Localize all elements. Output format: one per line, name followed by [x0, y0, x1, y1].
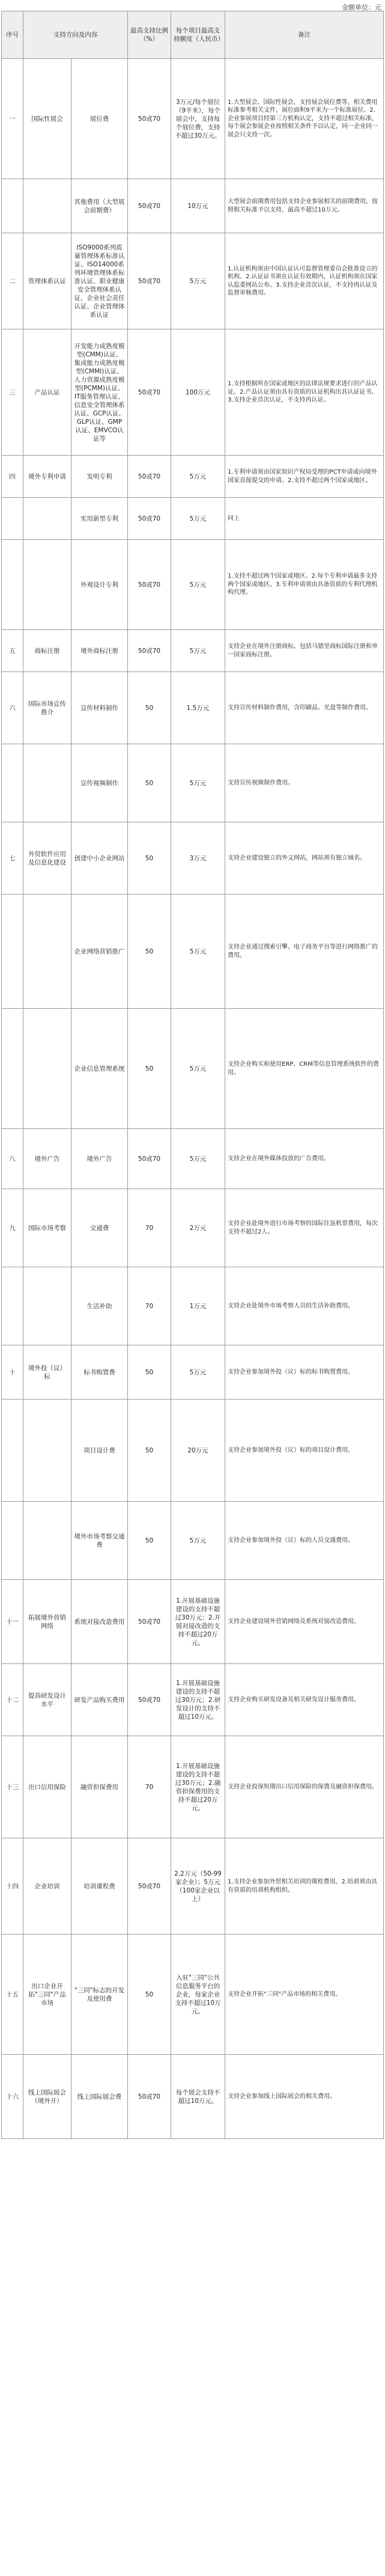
table-row — [2, 1838, 384, 1935]
row-max: 5万元 — [171, 498, 225, 540]
row-ratio: 50或70 — [128, 1129, 171, 1189]
row-max: 5万元 — [171, 1345, 225, 1400]
table-row — [2, 179, 384, 233]
table-row — [2, 233, 384, 329]
table-row — [2, 630, 384, 672]
row-direction: 拓展境外营销网络 — [23, 1580, 71, 1664]
table-body — [2, 59, 384, 2139]
row-max: 入驻"三同"公共信息服务平台的企业，每家企业支持不超过10万元。 — [171, 1935, 225, 2055]
table-row — [2, 59, 384, 179]
table-row — [2, 1267, 384, 1345]
row-no — [2, 895, 23, 1009]
row-max: 5万元 — [171, 630, 225, 672]
row-item: 企业信息管理系统 — [71, 1009, 128, 1129]
row-note: 1.支持企业参加外贸相关培训的课程费用。2.培训须由具有资质的培训机构组织。 — [225, 1838, 384, 1935]
row-ratio: 50或70 — [128, 233, 171, 329]
row-direction: 境外广告 — [23, 1129, 71, 1189]
row-note: 1.支持不超过两个国家或地区。2.每个专利申请最多支持两个国家或地区。3.专利申请须由具备资质的专利代理机构代理。 — [225, 540, 384, 630]
row-direction: 境外专利申请 — [23, 456, 71, 498]
row-item: 生活补助 — [71, 1267, 128, 1345]
row-direction — [23, 1502, 71, 1580]
row-no: 十三 — [2, 1736, 23, 1838]
table-row — [2, 672, 384, 744]
row-direction — [23, 540, 71, 630]
row-direction: 国际性展会 — [23, 59, 71, 179]
row-no: 七 — [2, 822, 23, 895]
row-item: 其他费用（大型展会前期费） — [71, 179, 128, 233]
row-item: 宣传视频制作 — [71, 744, 128, 822]
row-ratio: 50或70 — [128, 1664, 171, 1736]
row-direction — [23, 498, 71, 540]
row-ratio: 50或70 — [128, 59, 171, 179]
row-direction: 出口企业开拓"三同"产品市场 — [23, 1935, 71, 2055]
row-no — [2, 744, 23, 822]
row-ratio: 50 — [128, 1502, 171, 1580]
table-row — [2, 1400, 384, 1502]
row-item: 创建中小企业网站 — [71, 822, 128, 895]
row-no: 五 — [2, 630, 23, 672]
row-max: 5万元 — [171, 1129, 225, 1189]
row-no: 十六 — [2, 2055, 23, 2139]
row-note: 1.认证机构须由中国认证认可监督管理委员会批准设立的机构。2.认证证书须在认证有效期内，认证机构须在国家认监委网站公布。3.支持企业首次认证，不支持再认证及监督审核费用。 — [225, 233, 384, 329]
row-note: 支持企业建设独立的外文网站，网站须有独立域名。 — [225, 822, 384, 895]
table-row — [2, 895, 384, 1009]
row-max: 5万元 — [171, 233, 225, 329]
row-note: 支持企业参加境外投（议）标的标书购置费用。 — [225, 1345, 384, 1400]
row-note: 支持宣传材料制作费用，含印刷品、光盘等制作费用。 — [225, 672, 384, 744]
row-note: 支持企业参加线上国际展会的相关费用。 — [225, 2055, 384, 2139]
header-ratio: 最高支持比例（%） — [128, 11, 171, 59]
row-direction: 企业培训 — [23, 1838, 71, 1935]
table-row — [2, 744, 384, 822]
row-max: 1.开展基础设施建设的支持不超过30万元；2.研发设计的支持不超过10万元。 — [171, 1664, 225, 1736]
header-max: 每个项目最高支持额度（人民币） — [171, 11, 225, 59]
row-note: 支持企业参加境外投（议）标的项目设计费用。 — [225, 1400, 384, 1502]
row-max: 3万元/每个展位（9平米），每个展会中，支持每个展位费，支持不超过30万元。 — [171, 59, 225, 179]
row-note: 1.支持根据所在国家或地区的法律法规要求进行的产品认证。2.产品认证须由具有资质的认证机构出具认证证书。3.支持企业首次认证，不支持再认证。 — [225, 329, 384, 456]
row-no: 六 — [2, 672, 23, 744]
table-row — [2, 1664, 384, 1736]
row-note: 1.专利申请须由国家知识产权局受理的PCT申请或向境外国家直接提交的申请。2.支持不超过两个国家或地区。 — [225, 456, 384, 498]
row-ratio: 50 — [128, 895, 171, 1009]
row-no: 三 — [2, 329, 23, 456]
row-direction: 外贸软件应用及信息化建设 — [23, 822, 71, 895]
row-note: 支持企业投保短期出口信用保险的保费及融资担保费用。 — [225, 1736, 384, 1838]
row-max: 1.5万元 — [171, 672, 225, 744]
row-direction: 管理体系认证 — [23, 233, 71, 329]
row-item: 企业网络营销推广 — [71, 895, 128, 1009]
row-ratio: 50或70 — [128, 329, 171, 456]
row-no: 九 — [2, 1189, 23, 1267]
row-item: 境外市场考察交通费 — [71, 1502, 128, 1580]
row-max: 2万元 — [171, 1189, 225, 1267]
row-item: 线上国际展会费 — [71, 2055, 128, 2139]
row-ratio: 70 — [128, 1189, 171, 1267]
table-row — [2, 1580, 384, 1664]
row-max: 5万元 — [171, 540, 225, 630]
header-direction: 支持方向及内容 — [23, 11, 128, 59]
row-direction: 国际市场宣传推介 — [23, 672, 71, 744]
row-note: 支持企业购买研发设备及相关研发设计服务费用。 — [225, 1664, 384, 1736]
row-max: 20万元 — [171, 1400, 225, 1502]
row-max: 100万元 — [171, 329, 225, 456]
row-item: 标书购置费 — [71, 1345, 128, 1400]
table-row — [2, 1736, 384, 1838]
row-note: 支持企业赴境外进行市场考察的国际往返机票费用，每次支持不超过2人。 — [225, 1189, 384, 1267]
row-item: ISO9000系列质量管理体系标准认证、ISO14000系列环境管理体系标准认证、职业健康安全管理体系认证、企业社会责任认证、企业管理体系认证 — [71, 233, 128, 329]
row-item: 开发能力成熟度模型(CMM)认证、集成能力成熟度模型(CMMI)认证、人力资源成熟度模型(PCMM)认证、IT服务管理认证、信息安全管理体系认证、GCP认证、GLP认证、GMP认证、EMVCO认证等 — [71, 329, 128, 456]
row-direction: 出口信用保险 — [23, 1736, 71, 1838]
row-direction — [23, 1267, 71, 1345]
row-ratio: 50 — [128, 822, 171, 895]
table-row — [2, 822, 384, 895]
row-max: 5万元 — [171, 1502, 225, 1580]
funding-table — [1, 11, 384, 2139]
row-direction: 提高研发设计水平 — [23, 1664, 71, 1736]
row-max: 2.2万元（50-99家企业）；5万元（100家企业以上） — [171, 1838, 225, 1935]
table-row — [2, 329, 384, 456]
row-ratio: 50或70 — [128, 540, 171, 630]
row-no — [2, 179, 23, 233]
row-no: 二 — [2, 233, 23, 329]
row-item: 交通费 — [71, 1189, 128, 1267]
row-ratio: 50或70 — [128, 498, 171, 540]
unit-label: 金额单位：元 — [342, 4, 381, 11]
row-item: 实用新型专利 — [71, 498, 128, 540]
row-direction: 线上国际展会（境外开） — [23, 2055, 71, 2139]
row-note: 支持宣传视频制作费用。 — [225, 744, 384, 822]
table-row — [2, 1009, 384, 1129]
row-no: 八 — [2, 1129, 23, 1189]
row-note: 支持企业在境外注册商标，包括马德里商标国际注册和单一国家商标注册。 — [225, 630, 384, 672]
row-max: 5万元 — [171, 456, 225, 498]
row-item: 境外商标注册 — [71, 630, 128, 672]
row-note: 支持企业参加境外投（议）标的人员交通费用。 — [225, 1502, 384, 1580]
row-item: 培训课程费 — [71, 1838, 128, 1935]
row-note: 1.大型展会、国际性展会，支持展会展位费等，相关费用标准参考相关文件，展位面积9平米为一个标准展位。2.企业参展项目经第三方机构认定，支持不超过相关标准，每个展会参展企业按照相关条件予以认定，同一企业同一展会只支持一次。 — [225, 59, 384, 179]
row-note: 支持企业赴境外市场考察人员的生活补助费用。 — [225, 1267, 384, 1345]
row-note: 支持企业建设境外营销网络及系统对接改造费用。 — [225, 1580, 384, 1664]
table-row — [2, 540, 384, 630]
row-max: 1.开展基础设施建设的支持不超过30万元；2.融资担保费用的支持不超过20万元。 — [171, 1736, 225, 1838]
row-no: 十二 — [2, 1664, 23, 1736]
row-ratio: 50 — [128, 1345, 171, 1400]
table-row — [2, 498, 384, 540]
row-note: 支持企业开拓"三同"产品市场的相关费用。 — [225, 1935, 384, 2055]
row-no — [2, 1400, 23, 1502]
row-ratio: 50或70 — [128, 179, 171, 233]
row-no: 四 — [2, 456, 23, 498]
row-item: 境外广告 — [71, 1129, 128, 1189]
row-ratio: 70 — [128, 1736, 171, 1838]
row-direction — [23, 895, 71, 1009]
row-max: 1.开展基础设施建设的支持不超过30万元；2.开展对接改造的支持不超过20万元。 — [171, 1580, 225, 1664]
row-ratio: 50 — [128, 1400, 171, 1502]
row-ratio: 70 — [128, 1267, 171, 1345]
row-item: 宣传材料制作 — [71, 672, 128, 744]
row-item: 系统对接改造费用 — [71, 1580, 128, 1664]
header-no: 序号 — [2, 11, 23, 59]
row-no — [2, 1502, 23, 1580]
row-item: 外观设计专利 — [71, 540, 128, 630]
row-note: 同上 — [225, 498, 384, 540]
row-note: 支持企业在境外媒体投放的广告费用。 — [225, 1129, 384, 1189]
row-ratio: 50或70 — [128, 1580, 171, 1664]
table-row — [2, 456, 384, 498]
row-ratio: 50 — [128, 672, 171, 744]
table-row — [2, 1129, 384, 1189]
row-ratio: 50或70 — [128, 630, 171, 672]
row-direction — [23, 179, 71, 233]
table-row — [2, 1189, 384, 1267]
table-row — [2, 2055, 384, 2139]
row-no — [2, 1009, 23, 1129]
row-no: 十五 — [2, 1935, 23, 2055]
row-ratio: 50 — [128, 1009, 171, 1129]
table-row — [2, 1502, 384, 1580]
row-no — [2, 1267, 23, 1345]
table-header-row — [2, 11, 384, 59]
row-item: 项目设计费 — [71, 1400, 128, 1502]
row-max: 每个展会支持不超过10万元。 — [171, 2055, 225, 2139]
row-item: 展位费 — [71, 59, 128, 179]
row-no: 十 — [2, 1345, 23, 1400]
row-max: 3万元 — [171, 822, 225, 895]
table-row — [2, 1345, 384, 1400]
row-item: 研发产品购买费用 — [71, 1664, 128, 1736]
row-direction: 产品认证 — [23, 329, 71, 456]
row-max: 5万元 — [171, 1009, 225, 1129]
row-direction: 国际市场考察 — [23, 1189, 71, 1267]
row-ratio: 50或70 — [128, 1838, 171, 1935]
row-direction — [23, 1009, 71, 1129]
row-note: 大型展会前期费用包括支持企业参展相关的前期费用，按照相关标准予以支持，最高不超过10万元。 — [225, 179, 384, 233]
row-item: "三同"标志的开发及使用费 — [71, 1935, 128, 2055]
row-max: 1万元 — [171, 1267, 225, 1345]
row-no: 一 — [2, 59, 23, 179]
row-no — [2, 498, 23, 540]
row-no: 十四 — [2, 1838, 23, 1935]
row-max: 5万元 — [171, 895, 225, 1009]
row-ratio: 50或70 — [128, 456, 171, 498]
row-ratio: 50或70 — [128, 2055, 171, 2139]
row-direction: 商标注册 — [23, 630, 71, 672]
row-direction: 境外投（议）标 — [23, 1345, 71, 1400]
row-item: 融资担保费用 — [71, 1736, 128, 1838]
row-no: 十一 — [2, 1580, 23, 1664]
row-note: 支持企业通过搜索引擎、电子商务平台等进行网络推广的费用。 — [225, 895, 384, 1009]
row-item: 发明专利 — [71, 456, 128, 498]
row-direction — [23, 1400, 71, 1502]
table-row — [2, 1935, 384, 2055]
row-ratio: 50 — [128, 1935, 171, 2055]
row-max: 5万元 — [171, 744, 225, 822]
row-note: 支持企业购买和使用ERP、CRM等信息管理系统软件的费用。 — [225, 1009, 384, 1129]
header-note: 备注 — [225, 11, 384, 59]
row-direction — [23, 744, 71, 822]
row-max: 10万元 — [171, 179, 225, 233]
row-ratio: 50 — [128, 744, 171, 822]
row-no — [2, 540, 23, 630]
